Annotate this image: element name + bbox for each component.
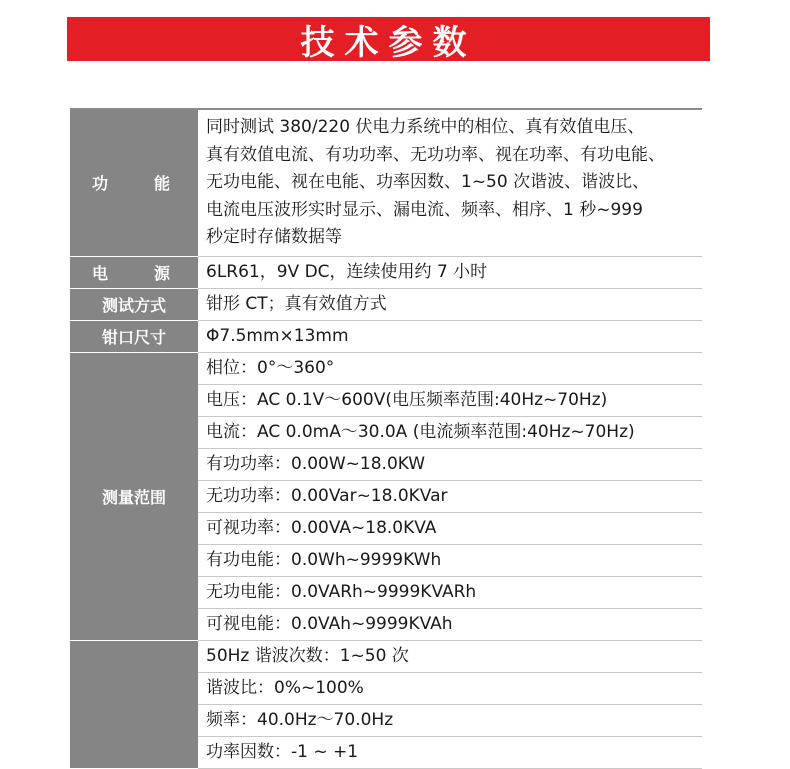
range-item: 无功电能：0.0VARh~9999KVARh xyxy=(198,576,702,608)
function-line: 秒定时存储数据等 xyxy=(206,227,342,247)
row-range xyxy=(70,352,702,384)
page-title: 技术参数 xyxy=(300,22,477,63)
label-function-b: 能 xyxy=(153,174,170,194)
other-item: 50Hz 谐波次数：1~50 次 xyxy=(198,640,702,672)
title-banner xyxy=(67,17,710,61)
range-item: 有功电能：0.0Wh~9999KWh xyxy=(198,544,702,576)
function-line: 电流电压波形实时显示、漏电流、频率、相序、1 秒~999 xyxy=(206,199,643,220)
other-item: 功率因数：-1 ~ +1 xyxy=(198,736,702,768)
label-power xyxy=(70,256,198,288)
range-item: 无功功率：0.00Var~18.0KVar xyxy=(198,480,702,512)
value-power: 6LR61，9V DC，连续使用约 7 小时 xyxy=(198,256,702,288)
label-power-b: 源 xyxy=(153,263,170,283)
row-power xyxy=(70,256,702,288)
range-item: 有功功率：0.00W~18.0KW xyxy=(198,448,702,480)
row-other xyxy=(70,640,702,672)
function-line: 同时测试 380/220 伏电力系统中的相位、真有效值电压、 xyxy=(206,117,645,137)
range-item: 相位：0°～360° xyxy=(198,352,702,384)
label-function-a: 功 xyxy=(92,174,109,194)
range-item: 电压：AC 0.1V～600V(电压频率范围:40Hz~70Hz) xyxy=(198,384,702,416)
range-item: 可视功率：0.00VA~18.0KVA xyxy=(198,512,702,544)
range-item: 可视电能：0.0VAh~9999KVAh xyxy=(198,608,702,640)
other-item: 谐波比：0%~100% xyxy=(198,672,702,704)
label-function xyxy=(70,109,198,256)
value-function xyxy=(198,109,702,256)
function-line: 无功电能、视在电能、功率因数、1~50 次谐波、谐波比、 xyxy=(206,172,650,192)
value-method: 钳形 CT；真有效值方式 xyxy=(198,288,702,320)
row-jaw xyxy=(70,320,702,352)
label-other-empty xyxy=(70,640,198,768)
range-item: 电流：AC 0.0mA～30.0A (电流频率范围:40Hz~70Hz) xyxy=(198,416,702,448)
label-jaw: 钳口尺寸 xyxy=(70,320,198,352)
label-power-a: 电 xyxy=(92,263,109,283)
row-method xyxy=(70,288,702,320)
value-jaw: Φ7.5mm×13mm xyxy=(198,320,702,352)
label-range: 测量范围 xyxy=(70,352,198,640)
other-item: 频率：40.0Hz～70.0Hz xyxy=(198,704,702,736)
label-method: 测试方式 xyxy=(70,288,198,320)
spec-table xyxy=(70,108,702,769)
row-function xyxy=(70,109,702,256)
function-line: 真有效值电流、有功功率、无功功率、视在功率、有功电能、 xyxy=(206,144,665,165)
